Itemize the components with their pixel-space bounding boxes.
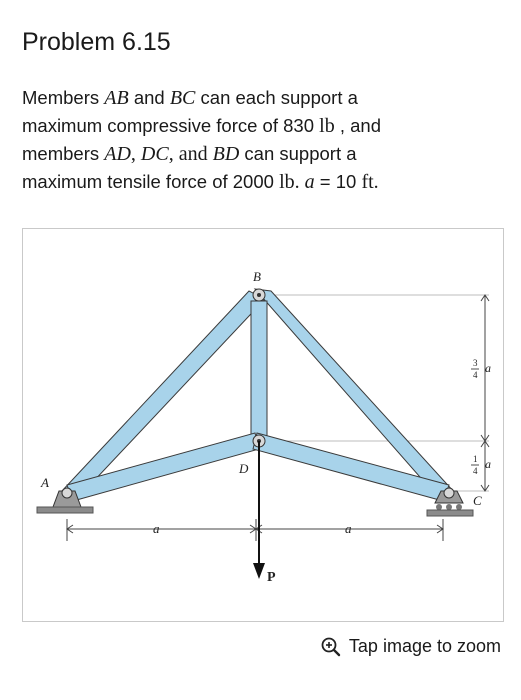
text: , and (168, 143, 213, 165)
truss-diagram (23, 229, 503, 621)
ground-c (427, 510, 473, 516)
roller (436, 504, 442, 510)
text: Members (22, 87, 105, 108)
label-a: A (41, 475, 49, 490)
var-a: a (304, 171, 315, 193)
text: . (294, 171, 305, 193)
unit-ft: ft (361, 171, 374, 193)
text: maximum compressive force of 830 (22, 115, 320, 136)
text: = 10 (314, 171, 362, 192)
problem-title: Problem 6.15 (22, 28, 171, 56)
text: maximum tensile force of 2000 (22, 171, 280, 192)
label-p: P (267, 570, 276, 585)
pin-b-center (257, 293, 261, 297)
label-c: C (473, 493, 482, 508)
zoom-label: Tap image to zoom (348, 636, 501, 656)
statement-line-3 (22, 140, 502, 168)
unit-lb: lb (279, 171, 295, 193)
statement-line-4 (22, 168, 502, 196)
member-bd: BD (212, 143, 240, 165)
text: can support a (239, 143, 357, 164)
zoom-hint[interactable] (321, 636, 501, 657)
pin-a (62, 488, 72, 498)
dim-a-right: a (345, 521, 352, 536)
member-bc: BC (169, 87, 196, 109)
frac-den-2: 4 (473, 466, 478, 476)
label-d: D (239, 461, 249, 476)
roller (456, 504, 462, 510)
dim-a-frac-2: a (485, 457, 491, 471)
label-b: B (253, 269, 261, 284)
frac-num-2: 1 (473, 454, 478, 464)
text: members (22, 143, 105, 164)
truss-figure[interactable] (22, 228, 504, 622)
text: , and (334, 115, 381, 136)
dim-a-left: a (153, 521, 160, 536)
dim-a-frac: a (485, 361, 491, 375)
problem-statement (22, 84, 502, 196)
member-ad: AD (104, 143, 131, 165)
statement-line-2 (22, 112, 502, 140)
unit-lb: lb (319, 115, 335, 137)
load-arrow (253, 563, 265, 579)
text: can each support a (195, 87, 358, 108)
text: , (130, 143, 141, 165)
frac-num: 3 (473, 358, 478, 368)
zoom-icon (321, 637, 341, 657)
frac-den: 4 (473, 370, 478, 380)
statement-line-1 (22, 84, 502, 112)
pin-c (444, 488, 454, 498)
roller (446, 504, 452, 510)
member-dc: DC (140, 143, 169, 165)
ground-a (37, 507, 93, 513)
member-bd (251, 301, 267, 439)
text: . (373, 171, 379, 193)
text: and (128, 87, 170, 108)
member-ab: AB (104, 87, 129, 109)
